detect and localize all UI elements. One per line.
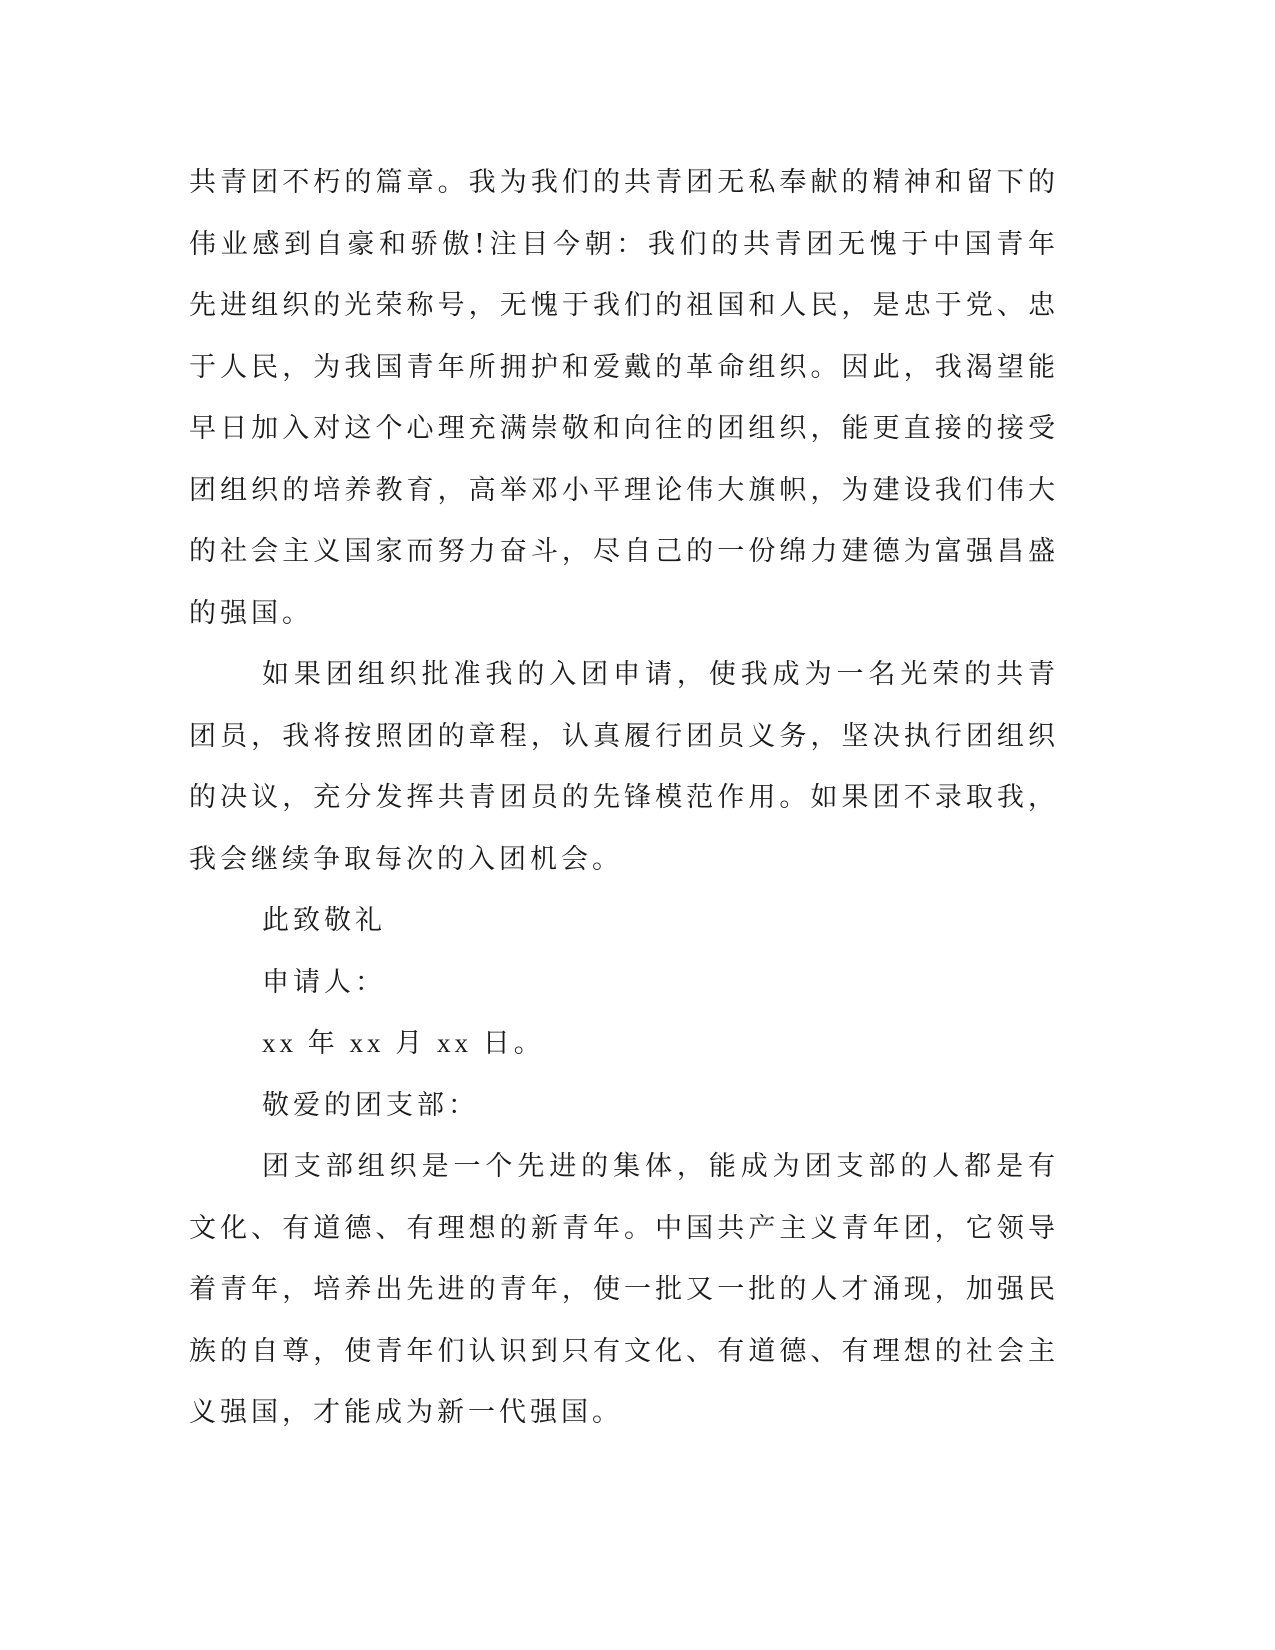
salutation-line: 敬爱的团支部： — [262, 1089, 479, 1121]
paragraph-continuation: 共青团不朽的篇章。我为我们的共青团无私奉献的精神和留下的伟业感到自豪和骄傲!注目今朝：我们的共青团无愧于中国青年先进组织的光荣称号，无愧于我们的祖国和人民，是忠于党、忠于人民，为我国青年所拥护和爱戴的革命组织。因此，我渴望能早日加入对这个心理充满崇敬和向往的团组织，能更直接的接受团组织的培养教育，高举邓小平理论伟大旗帜，为建设我们伟大的社会主义国家而努力奋斗，尽自己的一份绵力建德为富强昌盛的强国。 — [189, 167, 1059, 629]
document-body — [189, 152, 1059, 1444]
paragraph-commitment: 如果团组织批准我的入团申请，使我成为一名光荣的共青团员，我将按照团的章程，认真履行团员义务，坚决执行团组织的决议，充分发挥共青团员的先锋模范作用。如果团不录取我，我会继续争取每次的入团机会。 — [189, 659, 1059, 875]
date-line: xx 年 xx 月 xx 日。 — [262, 1028, 545, 1058]
closing-line: 此致敬礼 — [262, 905, 386, 936]
paragraph-introduction: 团支部组织是一个先进的集体，能成为团支部的人都是有文化、有道德、有理想的新青年。中国共产主义青年团，它领导着青年，培养出先进的青年，使一批又一批的人才涌现，加强民族的自尊，使青年们认识到只有文化、有道德、有理想的社会主义强国，才能成为新一代强国。 — [189, 1151, 1059, 1428]
applicant-line: 申请人： — [262, 966, 386, 998]
